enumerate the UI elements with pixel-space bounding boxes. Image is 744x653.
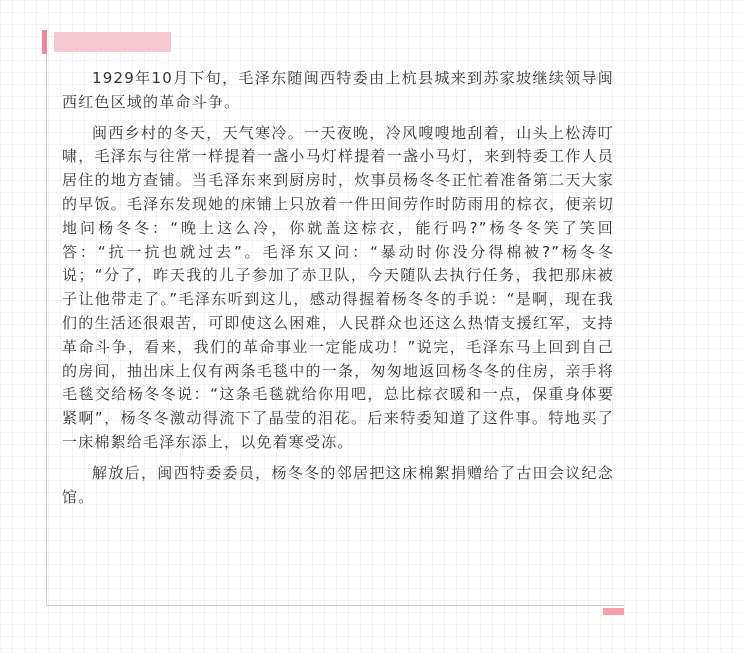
article-paragraph-3: 解放后，闽西特委委员，杨冬冬的邻居把这床棉絮捐赠给了古田会议纪念馆。: [62, 463, 614, 506]
title-accent-bar: [42, 30, 47, 54]
article-paragraph-2: 闽西乡村的冬天，天气寒冷。一天夜晚，冷风嗖嗖地刮着，山头上松涛叮啸，毛泽东与往常一样提着一盏小马灯样提着一盏小马灯，来到特委工作人员居住的地方查铺。当毛泽东来到厨房时，炊事员杨冬冬正忙着准备第二天大家的早饭。毛泽东发现她的床铺上只放着一件田间劳作时防雨用的棕衣，便亲切地问杨冬冬：“晚上这么冷，你就盖这棕衣，能行吗?”杨冬冬笑了笑回答：“抗一抗也就过去”。毛泽东又问：“暴动时你没分得棉被?”杨冬冬说；“分了，昨天我的儿子参加了赤卫队，今天随队去执行任务，我把那床被子让他带走了。”毛泽东听到这儿，感动得握着杨冬冬的手说：“是啊，现在我们的生活还很艰苦，可即使这么困难，人民群众也还这么热情支援红军，支持革命斗争，看来，我们的革命事业一定能成功！”说完，毛泽东马上回到自己的房间，抽出床上仅有两条毛毯中的一条，匆匆地返回杨冬冬的住房，亲手将毛毯交给杨冬冬说：“这条毛毯就给你用吧，总比棕衣暖和一点，保重身体要紧啊”，杨冬冬激动得流下了晶莹的泪花。后来特委知道了这件事。特地买了一床棉絮给毛泽东添上，以免着寒受冻。: [62, 123, 614, 451]
article-paragraph-1: 1929年10月下旬，毛泽东随闽西特委由上杭县城来到苏家坡继续领导闽西红色区域的革命斗争。: [62, 69, 614, 111]
article-body: [62, 67, 614, 516]
corner-decoration: [603, 608, 624, 615]
title-placeholder-block: [54, 32, 171, 52]
